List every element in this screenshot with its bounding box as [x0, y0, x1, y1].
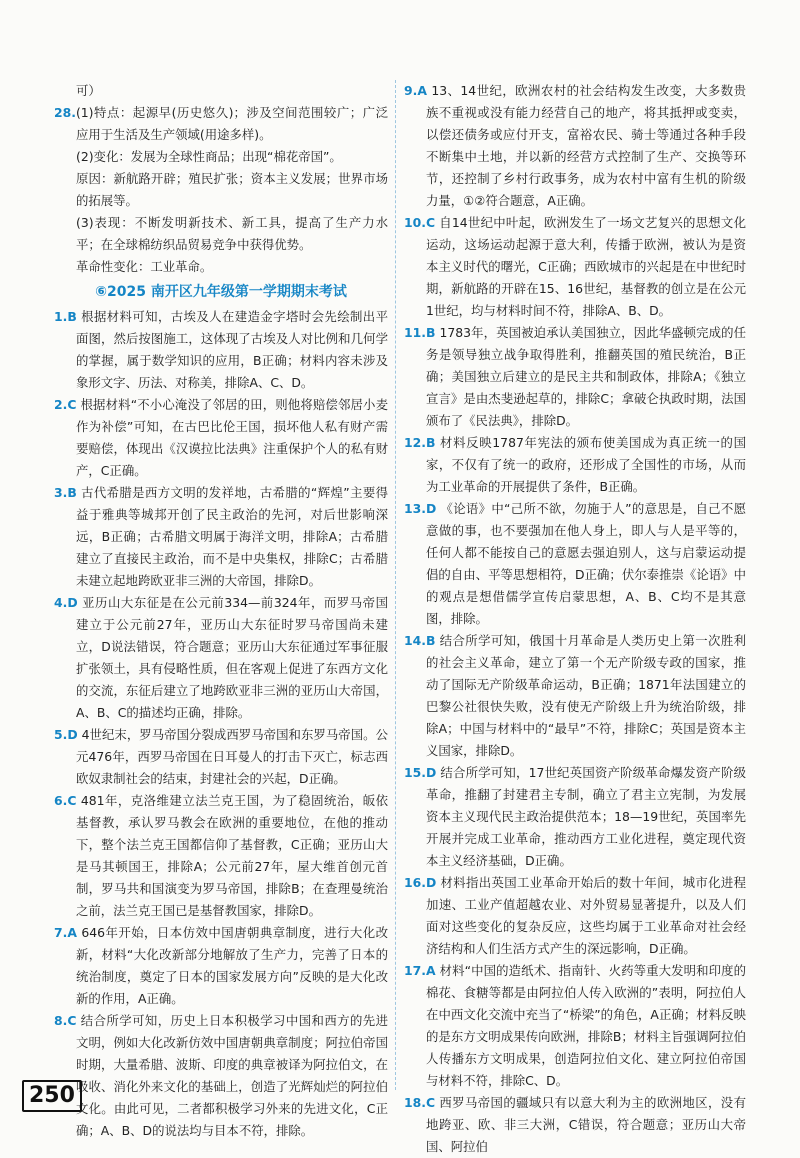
- column-divider: [395, 80, 396, 1090]
- answer-continuation: 革命性变化：工业革命。: [76, 259, 213, 274]
- answer-text: (1)特点：起源早(历史悠久)；涉及空间范围较广；广泛应用于生活及生产领域(用途多样)。: [75, 105, 388, 142]
- answer-text: 西罗马帝国的疆域只有以意大利为主的欧洲地区，没有地跨亚、欧、非三大洲，C错误，符合题意；亚历山大帝国、阿拉伯: [426, 1095, 746, 1154]
- answer-number: 10.C: [404, 215, 436, 230]
- answer-continuation: 原因：新航路开辟；殖民扩张；资本主义发展；世界市场的拓展等。: [76, 171, 388, 208]
- answer-number: 3.B: [54, 485, 77, 500]
- answer-text: 材料指出英国工业革命开始后的数十年间，城市化进程加速、工业产值超越农业、对外贸易显著提升，以及人们面对这些变化的复杂反应，这些均属于工业革命对社会经济结构和人们生活方式产生的深远影响，D正确。: [426, 875, 746, 956]
- answer-number: 16.D: [404, 875, 437, 890]
- answer-text: 自14世纪中叶起，欧洲发生了一场文艺复兴的思想文化运动，这场运动起源于意大利，传播于欧洲，被认为是资本主义时代的曙光，C正确；西欧城市的兴起是在中世纪时期，新航路的开辟在15、16世纪，基督教的创立是在公元1世纪，均与材料时间不符，排除A、B、D。: [426, 215, 746, 318]
- answer-number: 6.C: [54, 793, 77, 808]
- answer-number: 28.: [54, 105, 76, 120]
- answer-text: 481年，克洛维建立法兰克王国，为了稳固统治，皈依基督教，承认罗马教会在欧洲的重要地位，在他的推动下，整个法兰克王国都信仰了基督教，C正确；亚历山大是马其顿国王，排除A；公元前27年，屋大维首创元首制，罗马共和国演变为罗马帝国，排除B；在查理曼统治之前，法兰克王国已是基督教国家，排除D。: [76, 793, 388, 918]
- answer-number: 15.D: [404, 765, 437, 780]
- answer-text: 4世纪末，罗马帝国分裂成西罗马帝国和东罗马帝国。公元476年，西罗马帝国在日耳曼人的打击下灭亡，标志西欧奴隶制社会的结束，封建社会的兴起，D正确。: [76, 727, 388, 786]
- answer-item: [404, 212, 746, 322]
- answer-item: [54, 724, 388, 790]
- answer-item: [54, 306, 388, 394]
- answer-text: 根据材料可知，古埃及人在建造金字塔时会先绘制出平面图，然后按图施工，这体现了古埃及人对比例和几何学的掌握，属于数学知识的应用，B正确；材料内容未涉及象形文字、历法、对称美，排除A、C、D。: [76, 309, 388, 390]
- answer-number: 14.B: [404, 633, 436, 648]
- answer-item: [54, 922, 388, 1010]
- answer-item: [54, 592, 388, 724]
- answer-number: 1.B: [54, 309, 77, 324]
- answer-item: [54, 1010, 388, 1142]
- answer-item: [404, 498, 746, 630]
- answer-number: 18.C: [404, 1095, 436, 1110]
- answer-item: [404, 762, 746, 872]
- answer-text: 646年开始，日本仿效中国唐朝典章制度，进行大化改新，材料“大化改新部分地解放了生产力，完善了日本的统治制度，奠定了日本的国家发展方向”反映的是大化改新的作用，A正确。: [76, 925, 388, 1006]
- answer-text: 材料“中国的造纸术、指南针、火药等重大发明和印度的棉花、食糖等都是由阿拉伯人传入欧洲的”表明，阿拉伯人在中西文化交流中充当了“桥梁”的角色，A正确；材料反映的是东方文明成果传向欧洲，排除B；材料主旨强调阿拉伯人传播东方文明成果，创造阿拉伯文化、建立阿拉伯帝国与材料不符，排除C、D。: [426, 963, 746, 1088]
- answer-text: 结合所学可知，历史上日本积极学习中国和西方的先进文明，例如大化改新仿效中国唐朝典章制度；阿拉伯帝国时期，大量希腊、波斯、印度的典章被译为阿拉伯文，在吸收、消化外来文化的基础上，创造了光辉灿烂的阿拉伯文化。由此可见，二者都积极学习外来的先进文化，C正确；A、B、D的说法均与目本不符，排除。: [76, 1013, 388, 1138]
- section-title: ⑥2025 南开区九年级第一学期期末考试: [95, 284, 347, 300]
- answer-number: 17.A: [404, 963, 436, 978]
- answer-text: 古代希腊是西方文明的发祥地，古希腊的“辉煌”主要得益于雅典等城邦开创了民主政治的先河，对后世影响深远，B正确；古希腊文明属于海洋文明，排除A；古希腊建立了直接民主政治，而不是中央集权，排除C；古希腊未建立起地跨欧亚非三洲的大帝国，排除D。: [76, 485, 388, 588]
- answer-number: 2.C: [54, 397, 77, 412]
- answer-item: [54, 482, 388, 592]
- answer-item: [54, 394, 388, 482]
- answer-item: [404, 432, 746, 498]
- answer-number: 4.D: [54, 595, 78, 610]
- answer-text: 《论语》中“己所不欲，勿施于人”的意思是，自己不愿意做的事，也不要强加在他人身上，即人与人是平等的，任何人都不能按自己的意愿去强迫别人，这与启蒙运动提倡的自由、平等思想相符，D正确；伏尔泰推崇《论语》中的观点是想借儒学宣传启蒙思想，A、B、C均不是其意图，排除。: [426, 501, 746, 626]
- answer-text: 13、14世纪，欧洲农村的社会结构发生改变，大多数贵族不重视或没有能力经营自己的地产，将其抵押或变卖，以偿还债务或应付开支，富裕农民、骑士等通过各种手段不断集中土地，并以新的经营方式控制了生产、交换等环节，还控制了乡村行政事务，成为农村中富有生机的阶级力量，①②符合题意，A正确。: [426, 83, 746, 208]
- answer-item: [404, 630, 746, 762]
- answer-item: [404, 1092, 746, 1158]
- answer-number: 11.B: [404, 325, 436, 340]
- answer-item: [404, 322, 746, 432]
- answer-text: 结合所学可知，俄国十月革命是人类历史上第一次胜利的社会主义革命，建立了第一个无产阶级专政的国家，推动了国际无产阶级革命运动，B正确；1871年法国建立的巴黎公社很快失败，没有使无产阶级上升为统治阶级，排除A；中国与材料中的“最早”不符，排除C；英国是资本主义国家，排除D。: [426, 633, 746, 758]
- answer-number: 5.D: [54, 727, 78, 742]
- answer-number: 7.A: [54, 925, 77, 940]
- answer-text: 根据材料“不小心淹没了邻居的田，则他将赔偿邻居小麦作为补偿”可知，在古巴比伦王国，损坏他人私有财产需要赔偿，体现出《汉谟拉比法典》注重保护个人的私有财产，C正确。: [76, 397, 388, 478]
- answer-item: [54, 102, 388, 146]
- answer-number: 8.C: [54, 1013, 77, 1028]
- answer-number: 9.A: [404, 83, 427, 98]
- answer-item: [54, 790, 388, 922]
- page-number: 250: [22, 1080, 82, 1112]
- answer-item: [404, 872, 746, 960]
- answer-continuation: (2)变化：发展为全球性商品；出现“棉花帝国”。: [76, 149, 342, 164]
- left-column: [54, 80, 388, 1142]
- answer-continuation: (3)表现：不断发明新技术、新工具，提高了生产力水平；在全球棉纺织品贸易竞争中获得优势。: [76, 215, 388, 252]
- right-column: [404, 80, 746, 1158]
- answer-item: [404, 80, 746, 212]
- answer-number: 12.B: [404, 435, 436, 450]
- answer-text: 1783年，英国被迫承认美国独立，因此华盛顿完成的任务是领导独立战争取得胜利，推翻英国的殖民统治，B正确；美国独立后建立的是民主共和制政体，排除A；《独立宣言》是由杰斐逊起草的，排除C；拿破仑执政时期，法国颁布了《民法典》，排除D。: [426, 325, 746, 428]
- answer-text: 结合所学可知，17世纪英国资产阶级革命爆发资产阶级革命，推翻了封建君主专制，确立了君主立宪制，为发展资本主义现代民主政治提供范本；18—19世纪，英国率先开展并完成工业革命，推动西方工业化进程，奠定现代资本主义经济基础，D正确。: [426, 765, 746, 868]
- answer-continuation: 可）: [76, 83, 101, 98]
- answer-text: 亚历山大东征是在公元前334—前324年，而罗马帝国建立于公元前27年，亚历山大东征时罗马帝国尚未建立，D说法错误，符合题意；亚历山大东征通过军事征服扩张领土，具有侵略性质，但在客观上促进了东西方文化的交流，东征后建立了地跨欧亚非三洲的亚历山大帝国，A、B、C的描述均正确，排除。: [76, 595, 388, 720]
- answer-number: 13.D: [404, 501, 437, 516]
- answer-text: 材料反映1787年宪法的颁布使美国成为真正统一的国家，不仅有了统一的政府，还形成了全国性的市场，从而为工业革命的开展提供了条件，B正确。: [426, 435, 746, 494]
- answer-item: [404, 960, 746, 1092]
